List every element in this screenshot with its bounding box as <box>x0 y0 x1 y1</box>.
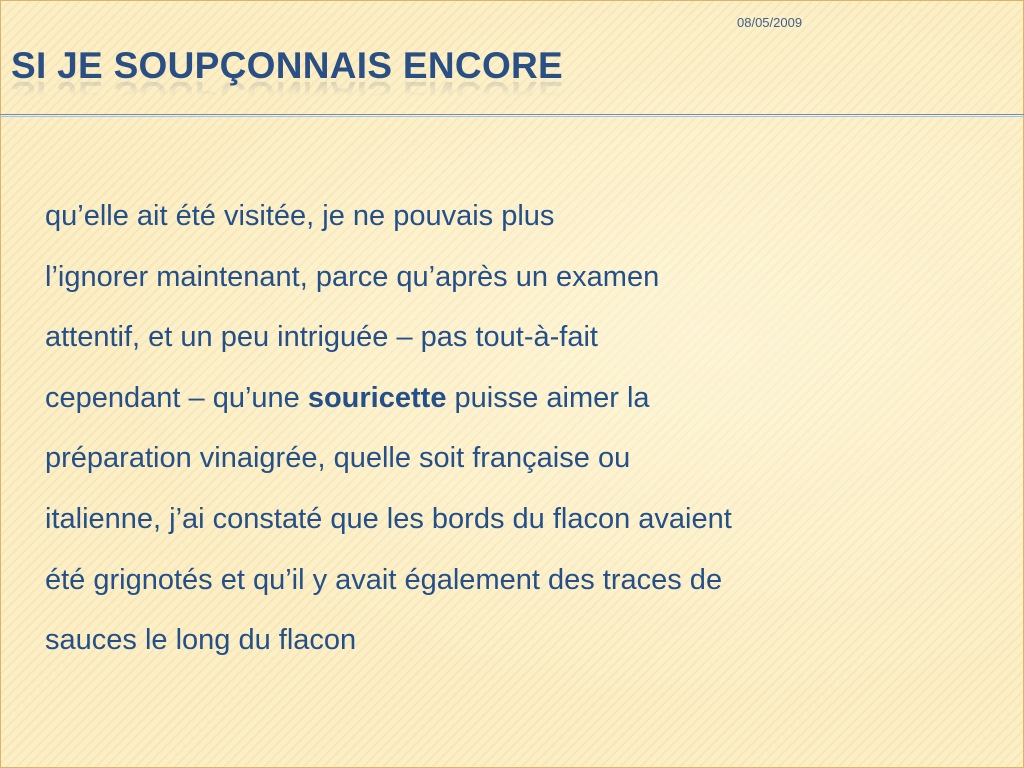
title-divider-line <box>0 114 1024 115</box>
text-line-7: été grignotés et qu’il y avait également des traces de <box>45 563 723 596</box>
slide-title: SI JE SOUPÇONNAIS ENCORE <box>11 45 564 86</box>
title-divider-shadow-line <box>0 116 1024 117</box>
text-line-5: préparation vinaigrée, quelle soit française ou <box>45 442 631 475</box>
text-line-1: qu’elle ait été visitée, je ne pouvais plus <box>45 200 555 232</box>
title-divider <box>0 114 1024 118</box>
text-line-4 <box>45 368 1005 429</box>
text-line-8: sauces le long du flacon <box>45 624 357 657</box>
text-line-2: l’ignorer maintenant, parce qu’après un examen <box>45 260 660 293</box>
slide-body-text <box>45 186 1005 671</box>
text-line-4-start: cependant – qu’une <box>45 381 308 414</box>
slide-date: 08/05/2009 <box>737 15 803 30</box>
text-line-3: attentif, et un peu intriguée – pas tout-à-fait <box>45 321 598 354</box>
text-line-4-end: puisse aimer la <box>446 381 650 414</box>
text-line-6: italienne, j’ai constaté que les bords du flacon avaient <box>45 502 732 535</box>
emphasized-word: souricette <box>307 381 447 414</box>
